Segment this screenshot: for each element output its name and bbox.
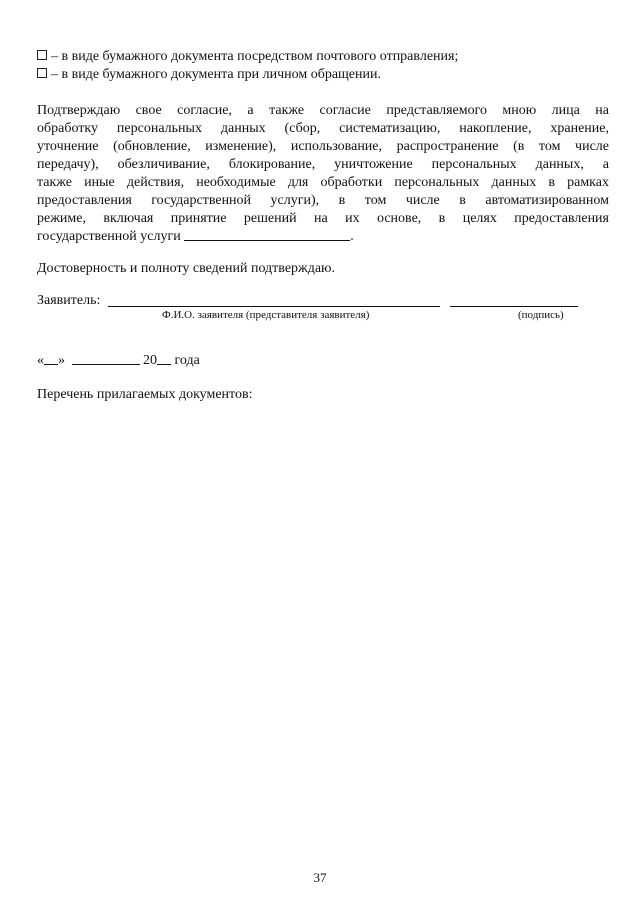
checkbox-personal[interactable] xyxy=(37,68,47,78)
date-row xyxy=(37,352,200,370)
delivery-option-personal xyxy=(37,66,381,84)
consent-line-4: передачу), обезличивание, блокирование, уничтожение персональных данных, а xyxy=(37,157,609,172)
consent-line-6: предоставления государственной услуги), в том числе в автоматизированном xyxy=(37,193,609,208)
delivery-option-personal-text: – в виде бумажного документа при личном обращении. xyxy=(51,67,381,82)
attachments-label: Перечень прилагаемых документов: xyxy=(37,387,253,402)
applicant-fio-field[interactable] xyxy=(108,294,440,307)
consent-line-2: обработку персональных данных (сбор, систематизацию, накопление, хранение, xyxy=(37,121,609,136)
consent-last-text: государственной услуги xyxy=(37,229,181,244)
page-number: 37 xyxy=(313,870,327,885)
date-year-field[interactable] xyxy=(157,352,171,365)
delivery-option-mail xyxy=(37,48,458,66)
checkbox-mail[interactable] xyxy=(37,50,47,60)
date-close-quote: » xyxy=(58,353,65,368)
applicant-row xyxy=(37,292,100,310)
consent-line-3: уточнение (обновление, изменение), использование, распространение (в том числе xyxy=(37,139,609,154)
service-name-field[interactable] xyxy=(184,228,350,241)
date-year-prefix: 20 xyxy=(143,353,157,368)
delivery-option-mail-text: – в виде бумажного документа посредством почтового отправления; xyxy=(51,49,459,64)
confirm-text: Достоверность и полноту сведений подтверждаю. xyxy=(37,261,335,276)
date-month-field[interactable] xyxy=(72,352,140,365)
date-day-field[interactable] xyxy=(44,352,58,365)
applicant-signature-field[interactable] xyxy=(450,294,578,307)
date-open-quote: « xyxy=(37,353,44,368)
consent-last-end: . xyxy=(350,229,354,244)
consent-line-7: режиме, включая принятие решений на их основе, в целях предоставления xyxy=(37,211,609,226)
consent-line-8 xyxy=(37,228,354,246)
consent-line-1: Подтверждаю свое согласие, а также согласие представляемого мною лица на xyxy=(37,103,609,118)
fio-caption: Ф.И.О. заявителя (представителя заявителя) xyxy=(162,309,370,321)
date-suffix: года xyxy=(174,353,200,368)
applicant-label: Заявитель: xyxy=(37,293,101,308)
consent-line-5: также иные действия, необходимые для обработки персональных данных в рамках xyxy=(37,175,609,190)
signature-caption: (подпись) xyxy=(518,309,564,321)
